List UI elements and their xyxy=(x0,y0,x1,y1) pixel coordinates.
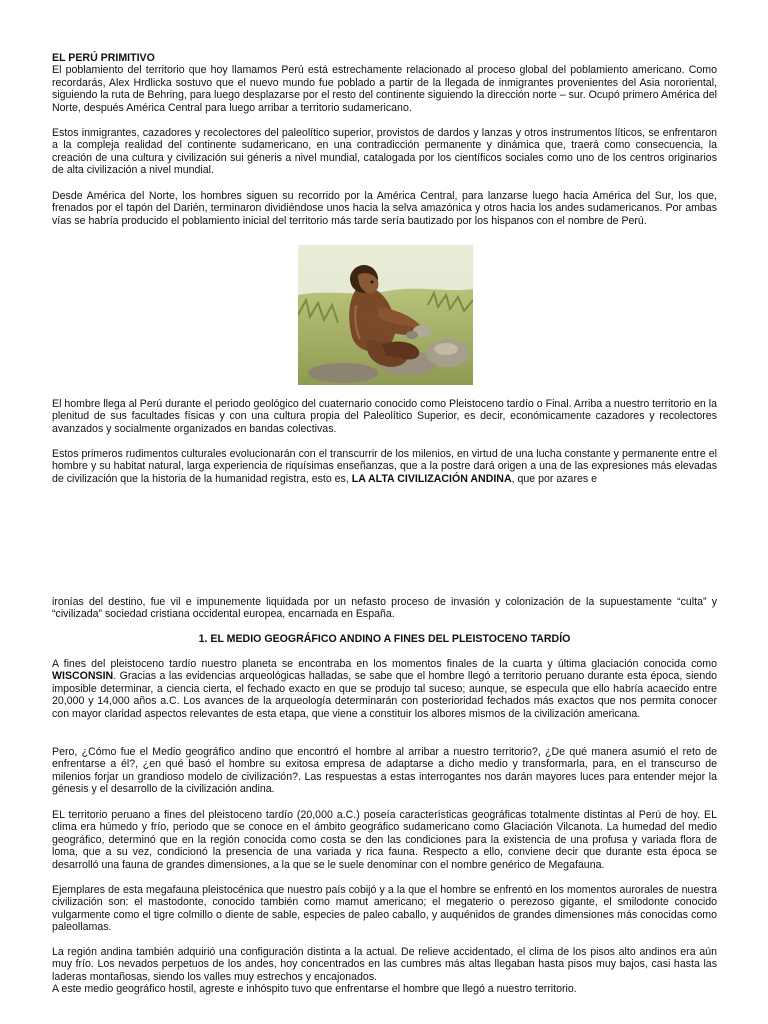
emphasis-text: LA ALTA CIVILIZACIÓN ANDINA xyxy=(351,472,512,485)
paragraph: Ejemplares de esta megafauna pleistocénica que nuestro país cobijó y a la que el hombre se enfrentó en los momentos aurorales de nuestra civilización son: el mastodonte, conocido también como mamut americano; el megaterio o perezoso gigante, el smilodonte conocido vulgarmente como el tigre colmillo o diente de sable, especies de paleo caballo, y auquénidos de grandes dimensiones más conocidas como paleollamas. xyxy=(52,884,717,934)
paragraph: Desde América del Norte, los hombres siguen su recorrido por la América Central, para lanzarse luego hacia América del Sur, los que, frenados por el tapón del Darién, terminaron dividiéndose unos hacia la selva amazónica y otros hacia los andes sudamericanos. Por ambas vías se habría producido el poblamiento inicial del territorio más tarde sería bautizado por los hispanos con el nombre de Perú. xyxy=(52,190,717,227)
section-heading: 1. EL MEDIO GEOGRÁFICO ANDINO A FINES DEL PLEISTOCENO TARDÍO xyxy=(198,633,571,645)
paragraph-block xyxy=(52,127,717,177)
intro-section xyxy=(52,52,717,114)
paragraph-text: Estos primeros rudimentos culturales evolucionarán con el transcurrir de los milenios, en virtud de una lucha constante y permanente entre el hombre y su habitat natural, larga experiencia de riquísimas enseñanzas, que a la postre dará origen a una de las expresiones más elevadas de civilización que la historia de la humanidad registra, esto es, xyxy=(52,448,717,485)
paragraph: La región andina también adquirió una configuración distinta a la actual. De relieve accidentado, el clima de los pisos alto andinos era aún muy frío. Los nevados perpetuos de los andes, hoy concentrados en las cumbres más altas llegaban hasta pisos muy bajos, casi hasta las laderas montañosas, siendo los valles muy estrechos y encajonados. xyxy=(52,946,717,983)
paragraph: ironías del destino, fue vil e impunemente liquidada por un nefasto proceso de invasión y colonización de la supuestamente “culta” y “civilizada” sociedad cristiana occidental europea, encarnada en España. xyxy=(52,596,717,621)
paragraph-block xyxy=(52,946,717,996)
paragraph: EL territorio peruano a fines del pleistoceno tardío (20,000 a.C.) poseía características geográficas totalmente distintas al Perú de hoy. EL clima era húmedo y frío, periodo que se conoce en el ámbito geográfico sudamericano como Glaciación Vilcanota. La humedad del medio geográfico, determinó que en la región conocida como costa se den las condiciones para la existencia de una profusa y variada flora de loma, que a su vez, condicionó la presencia de una variada y rica fauna. Respecto a ello, conviene decir que durante esta época se desarrolló una fauna de grandes dimensiones, a la que se le suele denominar con el nombre genérico de Megafauna. xyxy=(52,809,717,871)
paragraph: El hombre llega al Perú durante el periodo geológico del cuaternario conocido como Pleistoceno tardío o Final. Arriba a nuestro territorio en la plenitud de sus facultades físicas y con una cultura propia del Paleolítico Superior, es decir, económicamente cazadores y recolectores avanzados y socialmente organizados en bandas colectivas. xyxy=(52,398,717,435)
paragraph-block xyxy=(52,884,717,934)
paragraph-text: . Gracias a las evidencias arqueológicas halladas, se sabe que el hombre llegó a territorio peruano durante esta época, siendo imposible determinar, a ciencia cierta, el fechado exacto en que se produjo tal suceso; aunque, se especula que ello habría acaecido entre 20,000 y 14,000 años a.C. Los avances de la arqueología determinarán con posterioridad fechados más exactos que nos permita conocer con mayor claridad aspectos relevantes de esta etapa, que viene a constituir los albores mismos de la civilización americana. xyxy=(52,670,717,720)
paragraph: Pero, ¿Cómo fue el Medio geográfico andino que encontró el hombre al arribar a nuestro territorio?, ¿De qué manera asumió el reto de enfrentarse a él?, ¿en qué basó el hombre su exitosa empresa de adaptarse a dicho medio y transformarla, para, en el transcurso de milenios forjar un grandioso modelo de civilización?. Las respuestas a estas interrogantes nos darán mayores luces para entender mejor la génesis y el desarrollo de la civilización andina. xyxy=(52,746,717,796)
paragraph-block xyxy=(52,448,717,485)
paragraph-block xyxy=(52,746,717,796)
paragraph xyxy=(52,448,717,485)
paragraph-block xyxy=(52,658,717,720)
caveman-image xyxy=(298,245,473,385)
paragraph-block xyxy=(52,398,717,435)
page-title: EL PERÚ PRIMITIVO xyxy=(52,52,155,64)
paragraph-text: , que por azares e xyxy=(511,472,598,485)
paragraph-text: A fines del pleistoceno tardío nuestro planeta se encontraba en los momentos finales de la cuarta y última glaciación conocida como xyxy=(52,658,717,670)
paragraph: Estos inmigrantes, cazadores y recolectores del paleolítico superior, provistos de dardos y lanzas y otros instrumentos líticos, se enfrentaron a la compleja realidad del continente sudamericano, en una contradicción permanente y dinámica que, traerá como consecuencia, la creación de una cultura y civilización sui géneris a nivel mundial, catalogada por los científicos sociales como uno de los centros originarios de alta civilización a nivel mundial. xyxy=(52,127,717,177)
paragraph: A este medio geográfico hostil, agreste e inhóspito tuvo que enfrentarse el hombre que llegó a nuestro territorio. xyxy=(52,983,577,996)
primitive-man-illustration xyxy=(298,245,473,385)
section-heading-block xyxy=(52,633,717,645)
emphasis-text: WISCONSIN xyxy=(52,670,114,683)
paragraph-block xyxy=(52,809,717,871)
paragraph: El poblamiento del territorio que hoy llamamos Perú está estrechamente relacionado al proceso global del poblamiento americano. Como recordarás, Alex Hrdlicka sostuvo que el nuevo mundo fue poblado a partir de la llegada de inmigrantes provenientes del Asia nororiental, siguiendo la ruta de Behring, para luego desplazarse por el resto del continente siguiendo la dirección norte – sur. Ocupó primero América del Norte, después América Central para luego arribar a territorio sudamericano. xyxy=(52,64,717,114)
paragraph-block xyxy=(52,596,717,621)
paragraph-block xyxy=(52,190,717,227)
paragraph xyxy=(52,658,717,720)
